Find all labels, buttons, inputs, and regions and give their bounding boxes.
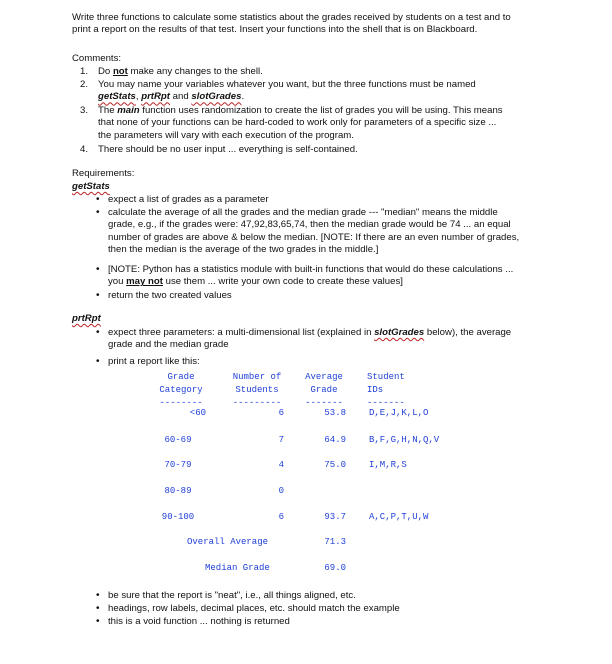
- separator: ,: [135, 91, 142, 103]
- bullet-text: print a report like this:: [108, 356, 200, 367]
- comment-number: 4.: [80, 144, 89, 155]
- header-category: Category: [159, 385, 203, 395]
- comment-text: that none of your functions can be hard-coded to work only for parameters of a specific size ...: [98, 117, 497, 129]
- row-count: 4: [278, 460, 284, 470]
- bullet-text: be sure that the report is "neat", i.e., all things aligned, etc.: [108, 590, 356, 601]
- header-dash-ids: -------: [367, 398, 405, 408]
- bullet-text: headings, row labels, decimal places, etc. should match the example: [108, 603, 400, 614]
- median-grade-value: 69.0: [324, 563, 346, 573]
- bullet-icon: •: [96, 603, 100, 614]
- intro-line-1: Write three functions to calculate some statistics about the grades received by students on a test and to: [72, 12, 511, 23]
- header-student: Student: [367, 372, 405, 382]
- emphasis-not: not: [112, 66, 128, 77]
- bullet-text: expect three parameters: a multi-dimensional list (explained in: [108, 327, 375, 338]
- header-average: Average: [305, 372, 343, 382]
- row-average: 53.8: [324, 408, 346, 418]
- function-name-prtrpt: prtRpt: [141, 91, 170, 103]
- row-category: 80-89: [164, 486, 192, 496]
- bullet-text: expect a list of grades as a parameter: [108, 194, 269, 205]
- row-ids: B,F,G,H,N,Q,V: [369, 435, 440, 445]
- separator: .: [241, 91, 245, 103]
- row-ids: A,C,P,T,U,W: [369, 512, 429, 522]
- row-count: 6: [278, 408, 284, 418]
- comment-number: 1.: [80, 66, 89, 77]
- row-average: 64.9: [324, 435, 346, 445]
- median-grade-label: Median Grade: [205, 563, 270, 573]
- row-average: 75.0: [324, 460, 346, 470]
- section-title-prtrpt: prtRpt: [72, 313, 101, 324]
- row-category: <60: [189, 408, 206, 418]
- header-number-of: Number of: [232, 372, 282, 382]
- header-ids: IDs: [367, 385, 384, 395]
- comment-text: the parameters will vary with each execution of the program.: [98, 129, 354, 141]
- bullet-text: [NOTE: Python has a statistics module with built-in functions that would do these calculations ...: [108, 264, 514, 275]
- requirements-heading: Requirements:: [72, 168, 135, 179]
- emphasis-may-not: may not: [126, 276, 163, 288]
- header-dash-grade: --------: [159, 398, 203, 408]
- bullet-icon: •: [96, 194, 100, 205]
- header-dash-average: -------: [305, 398, 343, 408]
- intro-paragraph: [72, 12, 552, 37]
- row-count: 0: [278, 486, 284, 496]
- bullet-text: you: [108, 276, 127, 288]
- bullet-text: use them ... write your own code to create these values]: [162, 276, 403, 288]
- bullet-icon: •: [96, 207, 100, 218]
- bullet-text: calculate the average of all the grades and the median grade --- "median" means the middle: [108, 207, 498, 218]
- row-count: 7: [278, 435, 284, 445]
- bullet-icon: •: [96, 356, 100, 367]
- section-title-getstats: getStats: [72, 181, 110, 192]
- overall-average-label: Overall Average: [187, 537, 269, 547]
- comment-text: make any changes to the shell.: [127, 66, 263, 77]
- header-students: Students: [235, 385, 279, 395]
- bullet-icon: •: [96, 616, 100, 627]
- comment-number: 3.: [80, 105, 89, 116]
- row-category: 70-79: [164, 460, 192, 470]
- row-ids: D,E,J,K,L,O: [369, 408, 429, 418]
- comment-text: There should be no user input ... everything is self-contained.: [98, 144, 358, 155]
- row-count: 6: [278, 512, 284, 522]
- comment-text: The: [98, 105, 118, 116]
- comment-number: 2.: [80, 79, 89, 90]
- emphasis-main: main: [117, 105, 140, 116]
- header-grade-2: Grade: [310, 385, 338, 395]
- header-grade: Grade: [167, 372, 195, 382]
- row-category: 90-100: [161, 512, 195, 522]
- function-name-getstats: getStats: [98, 91, 136, 103]
- comment-text: You may name your variables whatever you want, but the three functions must be named: [98, 79, 476, 90]
- bullet-icon: •: [96, 264, 100, 275]
- bullet-text: this is a void function ... nothing is returned: [108, 616, 290, 627]
- row-average: 93.7: [324, 512, 346, 522]
- bullet-icon: •: [96, 327, 100, 338]
- comments-heading: Comments:: [72, 53, 122, 64]
- bullet-icon: •: [96, 590, 100, 601]
- bullet-text: below), the average: [424, 327, 512, 338]
- bullet-text: grade, e.g., if the grades were: 47,92,83,65,74, then the median grade would be 74 ... an equal: [108, 219, 511, 231]
- function-name-slotgrades: slotGrades: [374, 327, 425, 338]
- overall-average-value: 71.3: [324, 537, 346, 547]
- bullet-text: then the median is the average of the two grades in the middle.]: [108, 244, 379, 256]
- intro-line-2: print a report on the results of that test. Insert your functions into the shell that is on Blackboard.: [72, 24, 478, 36]
- bullet-text: grade and the median grade: [108, 339, 229, 351]
- row-category: 60-69: [164, 435, 192, 445]
- bullet-text: number of grades are above & below the median. [NOTE: If there are an even number of grades,: [108, 231, 520, 243]
- header-dash-number: ---------: [232, 398, 282, 408]
- comment-text: function uses randomization to create the list of grades you will be using. This means: [139, 105, 503, 116]
- comment-text: Do: [98, 66, 113, 77]
- separator: and: [169, 91, 192, 103]
- function-name-slotgrades: slotGrades: [191, 91, 242, 103]
- row-ids: I,M,R,S: [369, 460, 407, 470]
- bullet-icon: •: [96, 290, 100, 301]
- bullet-text: return the two created values: [108, 290, 232, 301]
